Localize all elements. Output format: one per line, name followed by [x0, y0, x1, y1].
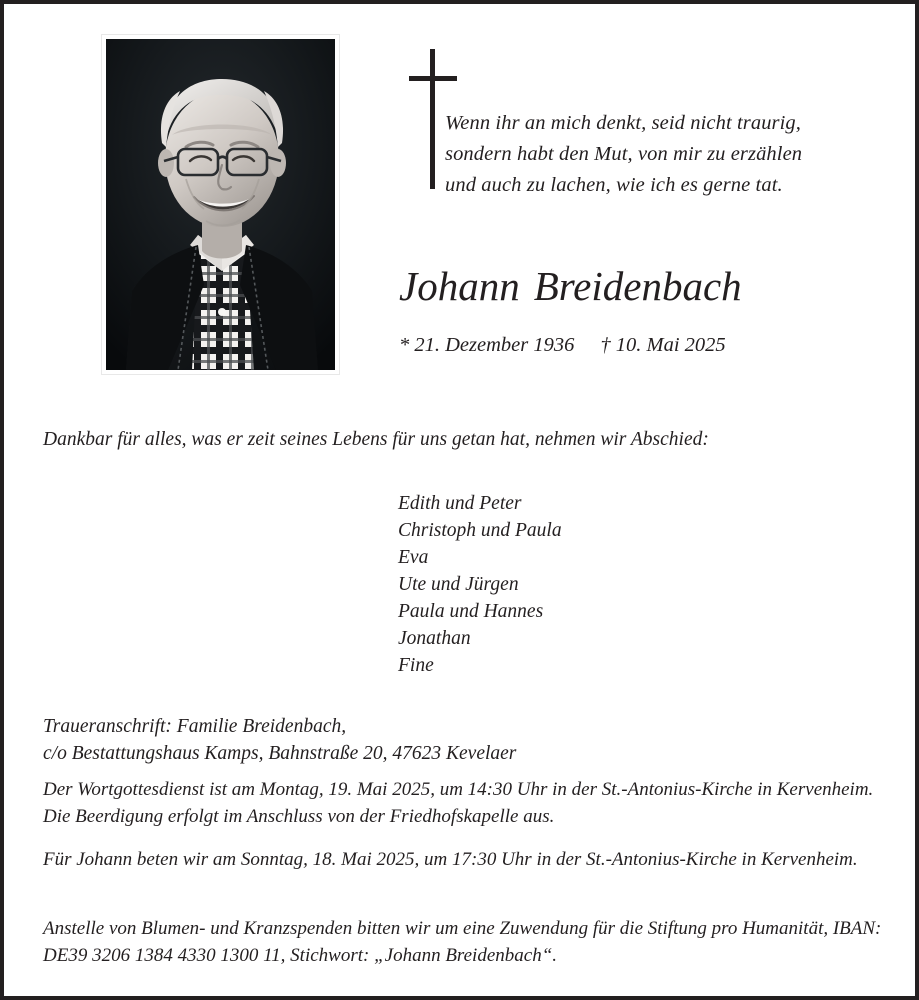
- birth-symbol: *: [399, 334, 410, 356]
- list-item: Fine: [398, 655, 434, 676]
- list-item: Eva: [398, 547, 429, 568]
- list-item: Ute und Jürgen: [398, 574, 519, 595]
- epitaph-line-2: sondern habt den Mut, von mir zu erzählen: [445, 143, 803, 165]
- death-symbol: †: [600, 334, 611, 356]
- notice-inner: [4, 4, 915, 996]
- mourning-address-line-2: c/o Bestattungshaus Kamps, Bahnstraße 20, 47623 Kevelaer: [43, 743, 517, 764]
- deceased-last-name: Breidenbach: [533, 263, 742, 309]
- portrait-photo: [106, 39, 335, 370]
- cross-horizontal-bar: [409, 76, 457, 81]
- birth-date: 21. Dezember 1936: [414, 334, 575, 356]
- mourning-address-line-1: Traueranschrift: Familie Breidenbach,: [43, 716, 347, 737]
- list-item: Christoph und Paula: [398, 520, 562, 541]
- prayer-details-text: Für Johann beten wir am Sonntag, 18. Mai 2025, um 17:30 Uhr in der St.-Antonius-Kirche in Kervenheim.: [43, 849, 858, 870]
- list-item: Edith und Peter: [398, 493, 522, 514]
- list-item: Jonathan: [398, 628, 471, 649]
- epitaph-line-1: Wenn ihr an mich denkt, seid nicht traurig,: [445, 112, 801, 134]
- death-date: 10. Mai 2025: [615, 334, 726, 356]
- intro-text: Dankbar für alles, was er zeit seines Lebens für uns getan hat, nehmen wir Abschied:: [43, 429, 709, 450]
- service-details-text: Der Wortgottesdienst ist am Montag, 19. Mai 2025, um 14:30 Uhr in der St.-Antonius-Kirche in Kervenheim. Die Beerdigung erfolgt im Anschluss von der Friedhofskapelle aus.: [43, 779, 874, 827]
- mourning-address: [43, 713, 893, 767]
- life-dates: [399, 331, 726, 359]
- portrait-frame: [102, 35, 339, 374]
- deceased-name: [399, 262, 742, 310]
- cross-vertical-bar: [430, 49, 435, 189]
- survivors-list: [398, 490, 562, 679]
- epitaph-line-3: und auch zu lachen, wie ich es gerne tat.: [445, 174, 783, 196]
- deceased-first-name: Johann: [399, 263, 520, 309]
- donation-request-text: Anstelle von Blumen- und Kranzspenden bitten wir um eine Zuwendung für die Stiftung pro Humanität, IBAN: DE39 3206 1384 4330 1300 11, Stichwort: „Johann Breidenbach“.: [43, 918, 882, 966]
- list-item: Paula und Hannes: [398, 601, 544, 622]
- epitaph-text: [445, 108, 895, 201]
